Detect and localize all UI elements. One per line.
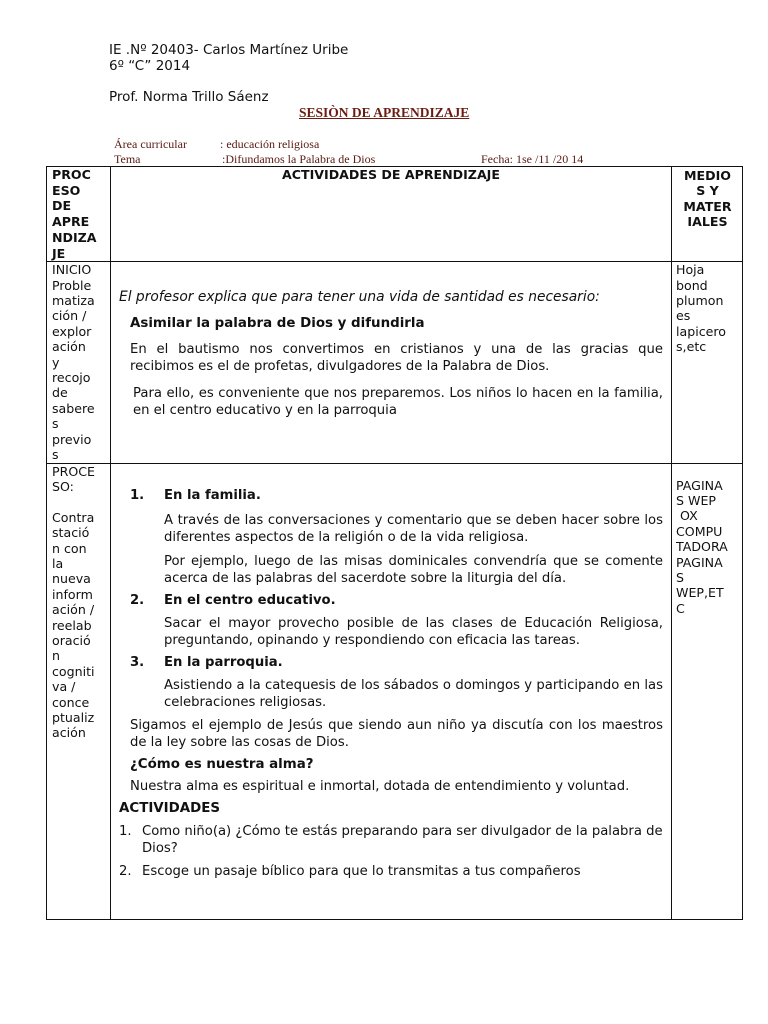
item-centro-title: En el centro educativo.	[164, 592, 336, 608]
inicio-intro: El profesor explica que para tener una vida de santidad es necesario:	[119, 289, 600, 306]
proceso-proceso: PROCE SO: Contra stació n con la nueva inform ación / reelab oració n cogniti va / conce ptualiz ación	[47, 463, 111, 919]
area-value: : educación religiosa	[220, 137, 320, 151]
header-medios: MEDIO S Y MATER IALES	[672, 167, 743, 262]
centro-paragraph: Sacar el mayor provecho posible de las clases de Educación Religiosa, preguntando, opinando y respondiendo con eficacia las tareas.	[164, 615, 663, 648]
session-table	[46, 166, 743, 920]
item-parroquia-title: En la parroquia.	[164, 654, 283, 670]
proceso-actividades	[111, 463, 672, 919]
inicio-heading: Asimilar la palabra de Dios y difundirla	[130, 316, 425, 332]
inicio-medios: Hoja bond plumon es lapicero s,etc	[672, 262, 743, 463]
area-label: Área curricular	[114, 137, 187, 151]
inicio-paragraph-1: En el bautismo nos convertimos en cristianos y una de las gracias que recibimos es el de profetas, divulgadores de la Palabra de Dios.	[130, 342, 663, 375]
fecha: Fecha: 1se /11 /20 14	[481, 152, 584, 166]
item-centro-num: 2.	[130, 592, 145, 608]
inicio-proceso: INICIO Proble matiza ción / explor ación y recojo de sabere s previo s	[47, 262, 111, 463]
actividad-2	[119, 863, 663, 880]
item-familia-title: En la familia.	[164, 487, 261, 503]
table-row-inicio	[47, 262, 743, 463]
tema-label: Tema	[114, 152, 141, 166]
alma-paragraph: Nuestra alma es espiritual e inmortal, dotada de entendimiento y voluntad.	[130, 778, 630, 794]
header-proceso: PROC ESO DE APRE NDIZA JE	[47, 167, 111, 262]
parroquia-paragraph: Asistiendo a la catequesis de los sábados o domingos y participando en las celebraciones religiosas.	[164, 677, 663, 710]
jesus-paragraph: Sigamos el ejemplo de Jesús que siendo aun niño ya discutía con los maestros de la ley sobre las cosas de Dios.	[130, 717, 663, 750]
actividad-2-num: 2.	[119, 863, 132, 879]
familia-paragraph-1: A través de las conversaciones y comentario que se deben hacer sobre los diferentes aspectos de la religión o de la vida religiosa.	[164, 512, 663, 545]
grade-year: 6º “C” 2014	[109, 58, 191, 74]
actividad-1-num: 1.	[119, 823, 132, 839]
table-row-proceso	[47, 463, 743, 919]
teacher-name: Prof. Norma Trillo Sáenz	[109, 89, 269, 105]
item-familia-num: 1.	[130, 487, 145, 503]
familia-paragraph-2: Por ejemplo, luego de las misas dominicales convendría que se comente acerca de las palabras del sacerdote sobre la liturgia del día.	[164, 553, 663, 586]
item-parroquia-num: 3.	[130, 654, 145, 670]
header-actividades: ACTIVIDADES DE APRENDIZAJE	[282, 167, 500, 182]
inicio-paragraph-2: Para ello, es conveniente que nos preparemos. Los niños lo hacen en la familia, en el centro educativo y en la parroquia	[133, 386, 663, 419]
item-familia	[130, 488, 663, 503]
actividad-1	[119, 823, 663, 857]
school-name: IE .Nº 20403- Carlos Martínez Uribe	[109, 42, 349, 58]
session-title: SESIÒN DE APRENDIZAJE	[299, 105, 470, 120]
tema-value: :Difundamos la Palabra de Dios	[222, 152, 376, 166]
actividades-title: ACTIVIDADES	[119, 800, 221, 816]
actividad-1-text: Como niño(a) ¿Cómo te estás preparando para ser divulgador de la palabra de Dios?	[142, 823, 663, 856]
header-actividades-cell	[111, 167, 672, 262]
alma-question: ¿Cómo es nuestra alma?	[130, 756, 314, 772]
proceso-medios: PAGINA S WEP OX COMPU TADORA PAGINA S WEP,ET C	[672, 463, 743, 919]
table-header-row	[47, 167, 743, 262]
item-centro	[130, 593, 663, 608]
item-parroquia	[130, 655, 663, 670]
inicio-actividades	[111, 262, 672, 463]
actividad-2-text: Escoge un pasaje bíblico para que lo transmitas a tus compañeros	[142, 863, 581, 879]
